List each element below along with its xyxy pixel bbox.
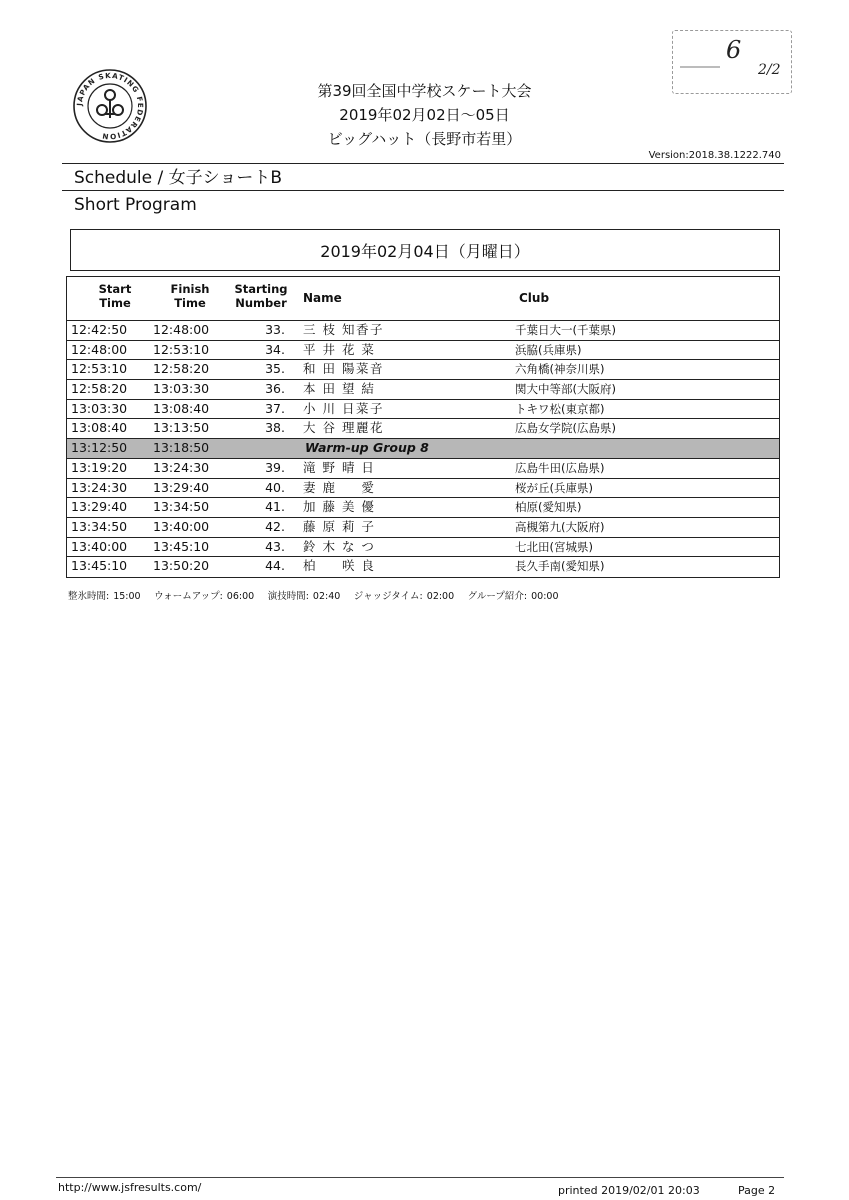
warmup-group-label: Warm-up Group 8 <box>305 440 429 456</box>
start-time: 13:24:30 <box>71 479 128 495</box>
start-time: 13:12:50 <box>71 440 128 456</box>
starting-number: 37. <box>265 400 285 416</box>
start-time: 12:53:10 <box>71 361 128 377</box>
club-name: 広島女学院(広島県) <box>515 421 616 436</box>
starting-number: 36. <box>265 381 285 397</box>
club-name: トキワ松(東京都) <box>515 401 605 416</box>
table-row <box>67 518 779 538</box>
club-name: 高槻第九(大阪府) <box>515 519 605 534</box>
club-name: 長久手南(愛知県) <box>515 559 605 574</box>
club-name: 桜が丘(兵庫県) <box>515 480 593 495</box>
club-name: 七北田(宮城県) <box>515 539 593 554</box>
start-time: 13:08:40 <box>71 420 128 436</box>
finish-time: 13:40:00 <box>153 518 210 534</box>
table-row <box>67 538 779 558</box>
table-row <box>67 341 779 361</box>
header-club: Club <box>519 291 550 305</box>
finish-time: 13:13:50 <box>153 420 210 436</box>
starting-number: 41. <box>265 499 285 515</box>
finish-time: 13:34:50 <box>153 499 210 515</box>
table-row <box>67 360 779 380</box>
table-row <box>67 419 779 439</box>
finish-time: 13:24:30 <box>153 459 210 475</box>
finish-time: 13:08:40 <box>153 400 210 416</box>
finish-time: 13:29:40 <box>153 479 210 495</box>
table-row <box>67 498 779 518</box>
table-row <box>67 459 779 479</box>
date-heading-box <box>70 229 780 271</box>
start-time: 13:29:40 <box>71 499 128 515</box>
handwritten-page-fraction: 2/2 <box>758 62 781 78</box>
starting-number: 34. <box>265 341 285 357</box>
table-row <box>67 479 779 499</box>
event-title: 第39回全国中学校スケート大会 <box>317 82 532 100</box>
version-label: Version:2018.38.1222.740 <box>648 150 781 161</box>
finish-time: 12:48:00 <box>153 322 210 337</box>
handwritten-page-number: 6 <box>726 36 742 64</box>
skater-name: 鈴 木 な つ <box>303 538 376 554</box>
handwritten-scribble <box>680 52 720 68</box>
schedule-title: Schedule / 女子ショートB <box>74 168 282 188</box>
header-starting-number: Starting Number <box>234 282 288 310</box>
finish-time: 12:53:10 <box>153 341 210 357</box>
table-row <box>67 380 779 400</box>
footer-divider <box>56 1177 784 1178</box>
skater-name: 加 藤 美 優 <box>303 499 376 515</box>
header-start-time: Start Time <box>98 282 132 310</box>
club-name: 関大中等部(大阪府) <box>515 382 616 397</box>
start-time: 12:42:50 <box>71 322 128 337</box>
starting-number: 39. <box>265 459 285 475</box>
logo-text: JAPAN SKATING FEDERATION <box>74 70 146 142</box>
start-time: 13:03:30 <box>71 400 128 416</box>
skater-name: 本 田 望 結 <box>303 381 376 397</box>
table-body <box>67 321 779 577</box>
club-name: 六角橋(神奈川県) <box>515 362 605 377</box>
skater-name: 滝 野 晴 日 <box>303 459 376 475</box>
start-time: 13:45:10 <box>71 558 128 574</box>
starting-number: 33. <box>265 322 285 337</box>
start-time: 13:34:50 <box>71 518 128 534</box>
schedule-table <box>66 276 780 578</box>
table-row <box>67 400 779 420</box>
finish-time: 13:18:50 <box>153 440 210 456</box>
starting-number: 43. <box>265 538 285 554</box>
skater-name: 妻 鹿 愛 <box>303 479 376 495</box>
date-heading: 2019年02月04日（月曜日） <box>320 241 530 261</box>
header-name: Name <box>303 291 342 305</box>
skater-name: 三 枝 知香子 <box>303 322 384 337</box>
starting-number: 35. <box>265 361 285 377</box>
finish-time: 12:58:20 <box>153 361 210 377</box>
club-name: 千葉日大一(千葉県) <box>515 323 616 337</box>
event-dates: 2019年02月02日～05日 <box>339 106 510 124</box>
starting-number: 42. <box>265 518 285 534</box>
starting-number: 44. <box>265 558 285 574</box>
timing-notes: 整氷時間: 15:00 ウォームアップ: 06:00 演技時間: 02:40 ジャッジタイム: 02:00 グループ紹介: 00:00 <box>68 591 559 602</box>
start-time: 12:48:00 <box>71 341 128 357</box>
segment-title: Short Program <box>74 195 197 215</box>
start-time: 13:19:20 <box>71 459 128 475</box>
schedule-divider <box>62 190 784 191</box>
page-number: Page 2 <box>738 1184 776 1197</box>
printed-timestamp: printed 2019/02/01 20:03 <box>558 1184 700 1197</box>
starting-number: 40. <box>265 479 285 495</box>
skater-name: 小 川 日菜子 <box>303 400 384 416</box>
results-url-link[interactable]: http://www.jsfresults.com/ <box>58 1181 202 1194</box>
table-row <box>67 557 779 577</box>
table-row <box>67 321 779 341</box>
finish-time: 13:03:30 <box>153 381 210 397</box>
starting-number: 38. <box>265 420 285 436</box>
start-time: 13:40:00 <box>71 538 128 554</box>
skater-name: 平 井 花 菜 <box>303 341 376 357</box>
start-time: 12:58:20 <box>71 381 128 397</box>
skater-name: 藤 原 莉 子 <box>303 518 376 534</box>
skater-name: 柏 咲 良 <box>303 558 376 574</box>
finish-time: 13:50:20 <box>153 558 210 574</box>
club-name: 柏原(愛知県) <box>515 500 582 515</box>
skater-name: 大 谷 理麗花 <box>303 420 384 436</box>
warmup-group-row <box>67 439 779 459</box>
header-finish-time: Finish Time <box>170 282 210 310</box>
club-name: 浜脇(兵庫県) <box>515 342 582 357</box>
skater-name: 和 田 陽菜音 <box>303 361 384 377</box>
club-name: 広島牛田(広島県) <box>515 460 605 475</box>
finish-time: 13:45:10 <box>153 538 210 554</box>
event-venue: ビッグハット（長野市若里） <box>327 130 522 148</box>
